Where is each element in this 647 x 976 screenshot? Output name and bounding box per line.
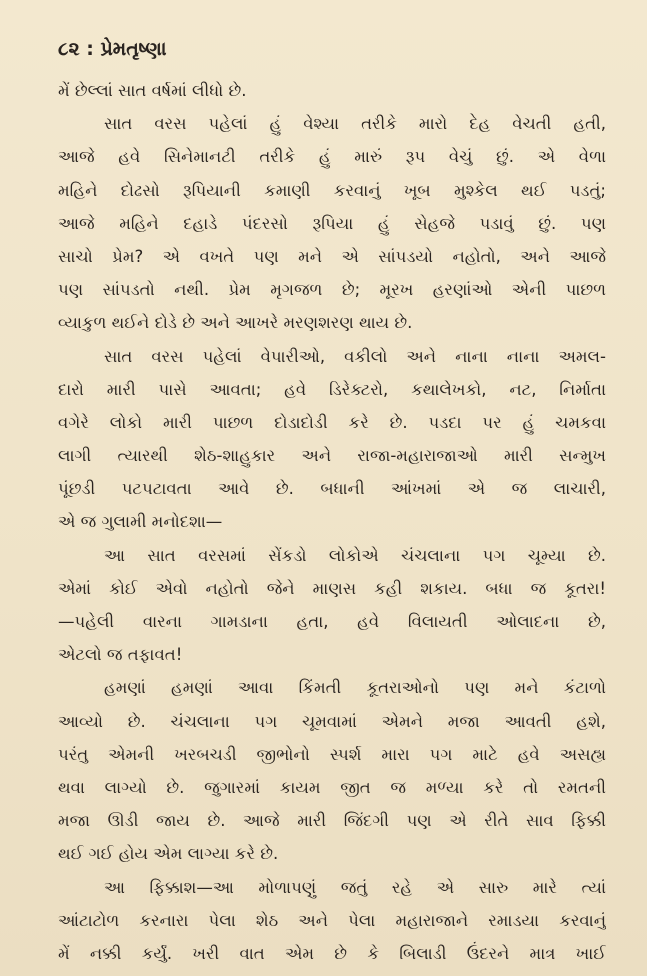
paragraph-first-line: હમણાં હમણાં આવા કિંમતી કૂતરાઓનો પણ મને કંટાળો (104, 678, 606, 698)
text-line: લાગી ત્યારથી શેઠ-શાહુકાર અને રાજા-મહારાજાઓ મારી સન્મુખ (58, 446, 606, 466)
text-line: એમાં કોઈ એવો નહોતો જેને માણસ કહી શકાય. બધા જ કૂતરા! (58, 578, 606, 598)
text-line: આજે મહિને દહાડે પંદરસો રૂપિયા હું સેહજે પડાવું છું. પણ (58, 213, 606, 233)
text-line: થઈ ગઈ હોય એમ લાગ્યા કરે છે. (58, 844, 279, 864)
text-line: આવ્યો છે. ચંચલાના પગ ચૂમવામાં એમને મજા આવતી હશે, (58, 711, 606, 731)
body-text (58, 74, 606, 970)
text-line: મેં છેલ્લાં સાત વર્ષમાં લીધો છે. (58, 81, 247, 100)
paragraph-first-line: સાત વરસ પહેલાં વેપારીઓ, વકીલો અને નાના નાના અમલ- (104, 346, 606, 366)
header-separator: : (86, 38, 94, 60)
text-line: આંટાટોળ કરનારા પેલા શેઠ અને પેલા મહારાજાને રમાડયા કરવાનું (58, 910, 606, 930)
text-line: દારો મારી પાસે આવતા; હવે ડિરેક્ટરો, કથાલેખકો, નટ, નિર્માતા (58, 379, 606, 399)
text-line: સાચો પ્રેમ? એ વખતે પણ મને એ સાંપડયો નહોતો, અને આજે (58, 246, 606, 266)
text-line: પરંતુ એમની ખરબચડી જીભોનો સ્પર્શ મારા પગ માટે હવે અસહ્ય (58, 744, 606, 764)
text-line: મેં નક્કી કર્યું. ખરી વાત એમ છે કે બિલાડી ઉંદરને માત્ર ખાઈ (58, 943, 606, 963)
text-line: એટલો જ તફાવત! (58, 645, 183, 665)
text-line: થવા લાગ્યો છે. જુગારમાં કાયમ જીત જ મળ્યા કરે તો રમતની (58, 777, 606, 797)
text-line: મહિને દોઢસો રૂપિયાની કમાણી કરવાનું ખૂબ મુશ્કેલ થઈ પડતું; (58, 180, 606, 200)
paragraph-first-line: સાત વરસ પહેલાં હું વેશ્યા તરીકે મારો દેહ વેચતી હતી, (104, 114, 606, 134)
text-line: મજા ઊડી જાય છે. આજે મારી જિંદગી પણ એ રીતે સાવ ફિક્કી (58, 811, 606, 831)
text-line: —પહેલી વારના ગામડાના હતા, હવે વિલાયતી ઓલાદના છે, (58, 612, 606, 631)
text-line: પણ સાંપડતો નથી. પ્રેમ મૃગજળ છે; મૂરખ હરણાંઓ એની પાછળ (58, 280, 606, 300)
paragraph-first-line: આ ફિક્કાશ—આ મોળાપણું જતું રહે એ સારુ મારે ત્યાં (104, 877, 606, 897)
paragraph-first-line: આ સાત વરસમાં સેંકડો લોકોએ ચંચલાના પગ ચૂમ્યા છે. (104, 545, 606, 565)
running-title: પ્રેમતૃષ્ણા (100, 38, 167, 60)
text-line: વગેરે લોકો મારી પાછળ દોડાદોડી કરે છે. પડદા પર હું ચમકવા (58, 412, 606, 432)
text-line: આજે હવે સિનેમાનટી તરીકે હું મારું રૂપ વેચું છું. એ વેળા (58, 147, 606, 167)
text-line: પૂંછડી પટપટાવતા આવે છે. બધાની આંખમાં એ જ લાચારી, (58, 479, 606, 499)
text-line: એ જ ગુલામી મનોદશા— (58, 512, 223, 532)
running-header (58, 38, 167, 60)
text-line: વ્યાકુળ થઈને દોડે છે અને આખરે મરણશરણ થાય છે. (58, 313, 413, 333)
page-number: ૮૨ (58, 38, 80, 60)
